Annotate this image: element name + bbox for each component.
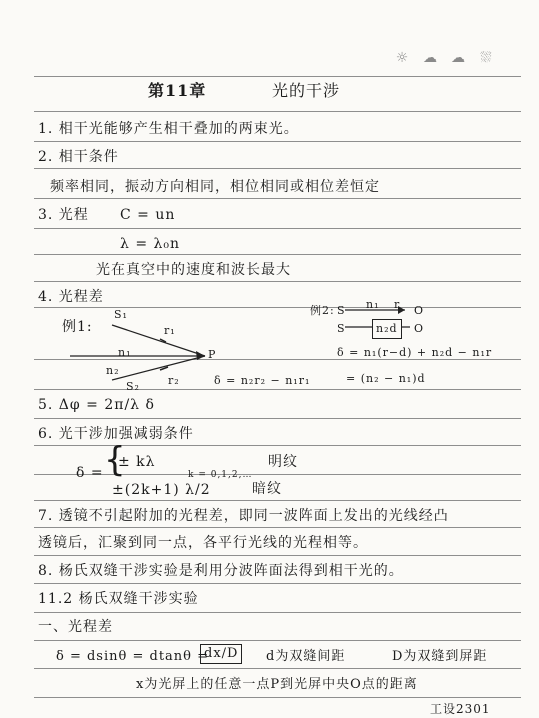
example1-formula: δ = n₂r₂ − n₁r₁ <box>214 374 311 387</box>
note-point-distance: x为光屏上的任意一点P到光屏中央O点的距离 <box>136 677 418 692</box>
subsection-heading: 一、光程差 <box>38 619 113 635</box>
example1-n2: n₂ <box>106 364 120 377</box>
conditions-case1: ± kλ <box>118 454 156 470</box>
line-path-difference: 4. 光程差 <box>38 289 104 305</box>
sun-icon: ☼ <box>395 50 409 66</box>
line-lens-note-1: 7. 透镜不引起附加的光程差，即同一波阵面上发出的光线经凸 <box>38 508 449 524</box>
example2-label: 例2: <box>310 304 335 317</box>
section-heading: 11.2 杨氏双缝干涉实验 <box>38 591 199 607</box>
line-wavelength-formula: λ = λ₀n <box>120 236 181 252</box>
rain-icon: ⛆ <box>480 50 492 66</box>
line-lens-note-2: 透镜后，汇聚到同一点，各平行光线的光程相等。 <box>38 535 368 551</box>
line-young-experiment: 8. 杨氏双缝干涉实验是利用分波阵面法得到相干光的。 <box>38 563 404 579</box>
conditions-dark: 暗纹 <box>252 481 282 497</box>
example1-r2: r₂ <box>168 374 180 387</box>
note-screen-distance: D为双缝到屏距 <box>392 649 488 664</box>
note-slit-spacing: d为双缝间距 <box>266 649 346 664</box>
line-coherence-detail: 频率相同，振动方向相同，相位相同或相位差恒定 <box>50 179 380 195</box>
example2-row1-s: S <box>337 304 346 317</box>
partly-cloudy-icon: ☁ <box>423 50 437 66</box>
cloud-icon: ☁ <box>451 50 465 66</box>
line-phase-difference: 5. Δφ = 2π/λ δ <box>38 397 155 413</box>
example2-formula1: δ = n₁(r−d) + n₂d − n₁r <box>337 346 493 359</box>
chapter-label: 第11章 <box>148 81 207 100</box>
line-vacuum-note: 光在真空中的速度和波长最大 <box>96 262 291 278</box>
boxed-formula: dx/D <box>200 644 242 664</box>
path-difference-formula: δ = dsinθ = dtanθ = <box>56 649 210 664</box>
class-label: 工设2301 <box>430 702 491 716</box>
conditions-delta: δ = <box>76 465 104 481</box>
line-optical-path-formula: C = un <box>120 207 176 223</box>
line-coherent-light: 1. 相干光能够产生相干叠加的两束光。 <box>38 121 299 137</box>
example2-row2-o: O <box>414 322 425 335</box>
example2-row1-o: O <box>414 304 425 317</box>
example1-s2: S₂ <box>126 380 140 393</box>
conditions-bright: 明纹 <box>268 454 298 470</box>
line-interference-conditions: 6. 光干涉加强减弱条件 <box>38 426 194 442</box>
conditions-k-range: k = 0,1,2,… <box>188 470 253 480</box>
example2-row2-s: S <box>337 322 346 335</box>
line-optical-path-heading: 3. 光程 <box>38 207 89 223</box>
line-coherence-condition: 2. 相干条件 <box>38 149 119 165</box>
example1-label: 例1: <box>62 319 93 335</box>
example2-row1-r: r <box>394 298 401 311</box>
example1-r1: r₁ <box>164 324 176 337</box>
chapter-title: 光的干涉 <box>272 81 341 100</box>
example2-slab: n₂d <box>372 319 402 339</box>
example1-n1: n₁ <box>118 346 132 359</box>
conditions-case2: ±(2k+1) λ/2 <box>112 482 211 498</box>
conditions-brace: { <box>104 440 127 480</box>
example2-row1-n1: n₁ <box>366 298 380 311</box>
example1-p: P <box>208 348 217 361</box>
example2-formula2: = (n₂ − n₁)d <box>346 372 426 385</box>
example1-s1: S₁ <box>114 308 128 321</box>
